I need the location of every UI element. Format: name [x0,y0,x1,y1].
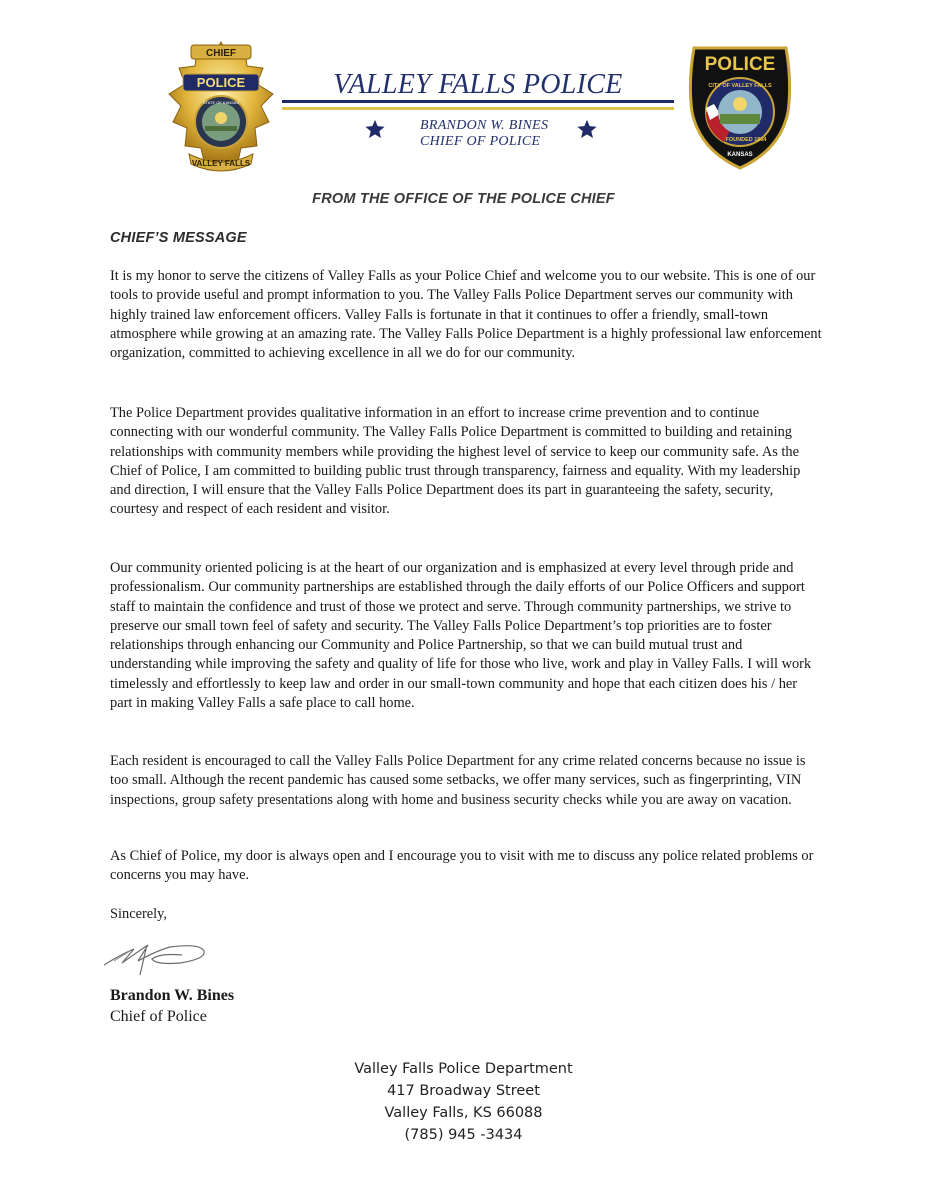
star-icon [576,118,598,140]
signer-name: Brandon W. Bines [110,987,235,1004]
address-department-name: Valley Falls Police Department [354,1061,573,1077]
department-title: VALLEY FALLS POLICE [333,69,623,100]
address-street: 417 Broadway Street [387,1083,540,1099]
message-paragraph: Each resident is encouraged to call the Valley Falls Police Department for any crime related concerns because no issue is too small. Although the recent pandemic has caused some setbacks, we offer many services, such as fingerprinting, VIN inspections, group safety presentations along with home and business security checks while you are away on vacation. [110,753,806,808]
signature-image [100,935,220,981]
badge-seal-text: STATE OF KANSAS [202,100,240,105]
chiefs-message-heading: CHIEF’S MESSAGE [110,230,247,246]
department-address [0,1058,927,1146]
badge-bottom-text: VALLEY FALLS [191,159,251,168]
office-heading: FROM THE OFFICE OF THE POLICE CHIEF [312,191,615,207]
patch-top-text: POLICE [704,54,776,75]
signer-title: Chief of Police [110,1008,207,1025]
header-chief-title: CHIEF OF POLICE [420,134,541,149]
message-paragraph: The Police Department provides qualitative information in an effort to increase crime prevention and to continue connecting with our wonderful community. The Valley Falls Police Department is committed to building and retaining relationships with community members while providing the highest level of service to keep our community safe. As the Chief of Police, I am committed to building public trust through transparency, fairness and equality. With my leadership and direction, I will ensure that the Valley Falls Police Department does its part in guaranteeing the safety, security, courtesy and respect of each resident and visitor. [110,405,801,518]
chief-badge-logo [165,38,277,188]
message-paragraph: As Chief of Police, my door is always open and I encourage you to visit with me to discuss any police related problems or concerns you may have. [110,848,814,884]
header-rule-navy [282,100,674,103]
patch-founded-text: FOUNDED 1854 [725,137,767,143]
star-icon [364,118,386,140]
address-phone: (785) 945 -3434 [404,1127,523,1143]
police-patch-logo [684,42,796,172]
message-paragraph: It is my honor to serve the citizens of Valley Falls as your Police Chief and welcome you to our website. This is one of our tools to provide useful and prompt information to you. The Valley Falls Police Department serves our community with highly trained law enforcement officers. Valley Falls is fortunate in that it continues to offer a friendly, small-town atmosphere while growing at an amazing rate. The Valley Falls Police Department is a highly professional law enforcement organization, committed to achieving excellence in all we do for our community. [110,268,822,362]
closing-salutation: Sincerely, [110,906,168,922]
badge-top-text: CHIEF [206,48,236,59]
address-city-state-zip: Valley Falls, KS 66088 [384,1105,543,1121]
message-paragraph: Our community oriented policing is at the heart of our organization and is emphasized at every level through pride and professionalism. Our community partnerships are established through the daily efforts of our Police Officers and support staff to maintain the confidence and trust of those we protect and serve. Through community partnerships, we strive to preserve our small town feel of safety and security. The Valley Falls Police Department’s top priorities are to foster relationships through enhancing our Community and Police Partnership, so that we can build mutual trust and understanding while improving the safety and quality of life for those who live, work and play in Valley Falls. I will work timelessly and effortlessly to keep law and order in our small-town community and hope that each citizen does his / her part in making Valley Falls a safe place to call home. [110,560,812,712]
patch-ring-text: CITY OF VALLEY FALLS [708,83,772,89]
badge-center-text: POLICE [196,75,246,90]
patch-bottom-text: KANSAS [727,152,753,158]
header-chief-name: BRANDON W. BINES [420,118,549,133]
header-rule-gold [282,107,674,110]
